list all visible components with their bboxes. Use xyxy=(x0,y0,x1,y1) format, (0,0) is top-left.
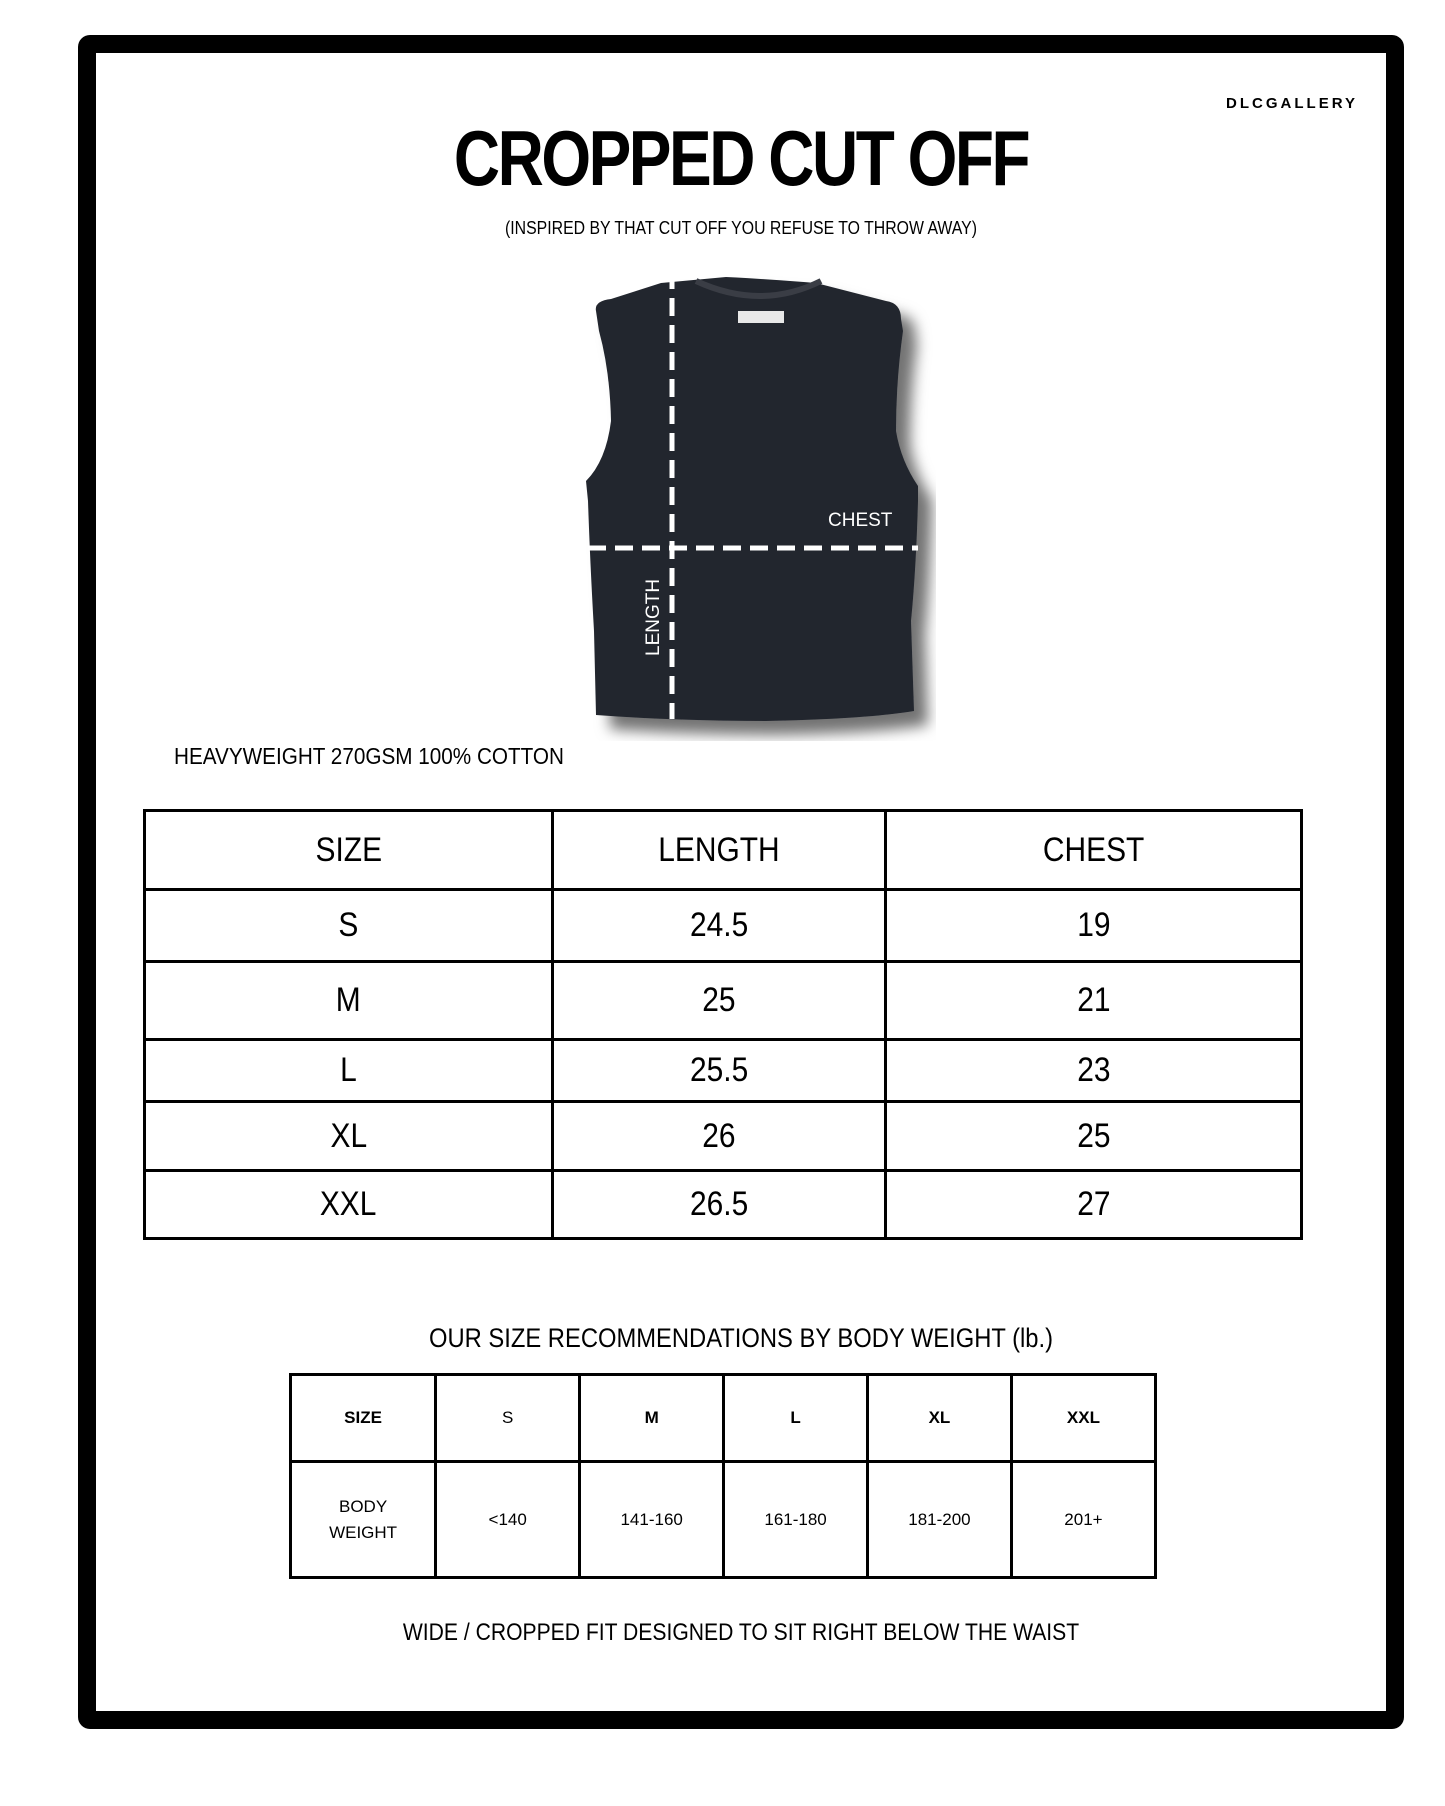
cell-text: S xyxy=(338,906,359,944)
size-table-cell xyxy=(553,1040,886,1102)
cell-text: 161-180 xyxy=(764,1509,827,1529)
rec-table-cell xyxy=(868,1375,1012,1462)
cell-text: <140 xyxy=(488,1509,527,1529)
rec-table-cell xyxy=(580,1462,724,1578)
size-table-cell xyxy=(553,890,886,962)
cell-text: 25.5 xyxy=(689,1051,749,1089)
size-table-cell xyxy=(886,1171,1302,1239)
rec-table-cell xyxy=(436,1462,580,1578)
rec-table-cell xyxy=(868,1462,1012,1578)
size-table-cell xyxy=(553,1171,886,1239)
cell-text: 181-200 xyxy=(908,1509,971,1529)
cell-text: 201+ xyxy=(1064,1509,1103,1529)
cell-text: 23 xyxy=(1076,1051,1111,1089)
fit-note: WIDE / CROPPED FIT DESIGNED TO SIT RIGHT BELOW THE WAIST xyxy=(402,1619,1080,1646)
size-table-cell xyxy=(145,962,553,1040)
size-table-header-cell xyxy=(145,811,553,890)
cell-text: M xyxy=(644,1408,659,1427)
cell-text: 26 xyxy=(702,1116,736,1155)
chest-label: CHEST xyxy=(828,510,893,531)
cell-text: XXL xyxy=(320,1185,377,1223)
size-table-cell xyxy=(145,1171,553,1239)
size-table-cell xyxy=(886,962,1302,1040)
size-chart-table xyxy=(143,809,1303,1240)
page-title: CROPPED CUT OFF xyxy=(453,114,1029,202)
page-frame xyxy=(78,35,1404,1729)
shirt-shape xyxy=(586,277,918,721)
fabric-note: HEAVYWEIGHT 270GSM 100% COTTON xyxy=(174,743,564,769)
size-table-cell xyxy=(886,1040,1302,1102)
rec-table-cell xyxy=(724,1462,868,1578)
size-table-cell xyxy=(886,890,1302,962)
cell-text: 141-160 xyxy=(620,1509,683,1529)
size-table-row xyxy=(145,1102,1302,1171)
cell-text: 19 xyxy=(1076,906,1111,944)
size-table-row xyxy=(145,1040,1302,1102)
size-table-cell xyxy=(145,1040,553,1102)
rec-table-cell xyxy=(291,1462,436,1578)
size-table-row xyxy=(145,890,1302,962)
cell-text: 21 xyxy=(1076,981,1111,1019)
size-table-header-cell xyxy=(886,811,1302,890)
cell-text: S xyxy=(502,1408,514,1427)
cell-text: SIZE xyxy=(315,830,382,869)
cell-text: XL xyxy=(330,1116,367,1155)
cell-text: BODY WEIGHT xyxy=(329,1496,398,1542)
cell-text: M xyxy=(336,981,361,1019)
rec-table-cell xyxy=(580,1375,724,1462)
rec-table-weight-row xyxy=(291,1462,1156,1578)
size-table-cell xyxy=(886,1102,1302,1171)
page-subtitle: (INSPIRED BY THAT CUT OFF YOU REFUSE TO THROW AWAY) xyxy=(504,218,978,238)
cell-text: 25 xyxy=(702,981,736,1019)
rec-table-size-row xyxy=(291,1375,1156,1462)
size-table-cell xyxy=(145,890,553,962)
size-table-cell xyxy=(553,962,886,1040)
length-label: LENGTH xyxy=(643,578,664,656)
rec-table-cell xyxy=(291,1375,436,1462)
rec-table-cell xyxy=(1011,1375,1155,1462)
weight-recommendation-table xyxy=(289,1373,1157,1579)
brand-name: DLCGALLERY xyxy=(1226,95,1358,112)
cell-text: 24.5 xyxy=(689,906,749,944)
size-table-header xyxy=(145,811,1302,890)
rec-table-cell xyxy=(724,1375,868,1462)
rec-table-cell xyxy=(1011,1462,1155,1578)
cell-text: LENGTH xyxy=(658,830,780,869)
cell-text: 27 xyxy=(1076,1185,1111,1223)
size-table-row xyxy=(145,962,1302,1040)
size-table-header-cell xyxy=(553,811,886,890)
shirt-diagram xyxy=(566,271,936,741)
cell-text: CHEST xyxy=(1042,830,1145,869)
size-table-cell xyxy=(145,1102,553,1171)
cell-text: XXL xyxy=(1066,1408,1100,1427)
cell-text: SIZE xyxy=(344,1408,382,1427)
size-table-row xyxy=(145,1171,1302,1239)
cell-text: XL xyxy=(928,1408,951,1427)
size-table-cell xyxy=(553,1102,886,1171)
cell-text: L xyxy=(790,1408,801,1427)
cell-text: L xyxy=(340,1051,357,1089)
cell-text: 25 xyxy=(1076,1116,1111,1155)
rec-table-cell xyxy=(436,1375,580,1462)
recommendations-title: OUR SIZE RECOMMENDATIONS BY BODY WEIGHT (lb.) xyxy=(428,1323,1054,1353)
cell-text: 26.5 xyxy=(689,1185,749,1223)
